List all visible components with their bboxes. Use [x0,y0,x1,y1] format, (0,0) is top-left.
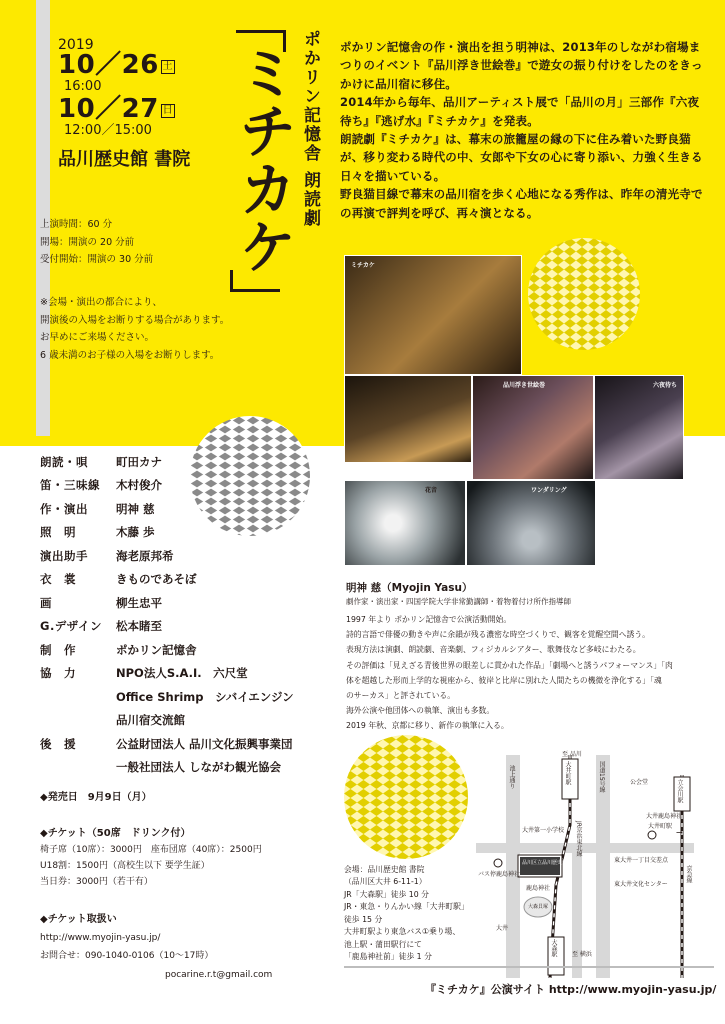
profile-line: 詩的言語で俳優の動きや声に余韻が残る濃密な時空づくりで、観客を覚醒空間へ誘う。 [346,630,650,640]
photo-label: 品川浮き世絵巻 [503,382,546,389]
credit-row: 演出助手 海老原邦希 [40,548,174,563]
credit-row: G.デザイン 松本睹至 [40,619,162,634]
access-info [344,864,469,964]
date-block [58,38,175,140]
description-para: 朗読劇『ミチカケ』は、幕末の旅籠屋の縁の下に住み着いた野良猫が、移り変わる時代の中、女郎や下女の心に寄り添い、力強く生きる日々を描いている。 [340,131,703,183]
event-year: 2019 [58,37,94,53]
photo-label: 花音 [424,487,437,494]
bracket-close [230,270,280,292]
performance-info [40,216,153,269]
photo-label: 六夜待ち [652,382,677,389]
subtitle-vertical: ポかリン記憶舎 朗読劇 [300,30,320,228]
map-label: 至 横浜 [572,951,592,958]
notice-line: ※会場・演出の都合により、 [40,297,162,308]
profile-line: 体を超越した形而上学的な視座から、彼岸と比岸に別れた人間たちの機微を浄化する」「魂 [346,675,662,685]
access-line: 「鹿島神社前」徒歩 1 分 [344,952,432,962]
notice-info [40,294,229,364]
profile-line: のサーカス」と評されている。 [346,691,455,701]
access-line: 会場：品川歴史館 書院 [344,865,425,874]
profile-subtitle: 劇作家・演出家・四国学院大学非常勤講師・着物着付け所作指導師 [346,597,571,606]
map-label: 大井町駅 [564,761,571,785]
map-label: 東大井文化センター [614,881,668,888]
credit-row: 朗読・唄 町田カナ [40,454,162,469]
ticket-line: 椅子席（10席）：3000円 座布団席（40席）：2500円 [40,845,262,855]
photo-michikake-2 [344,375,472,463]
event-time-1: 16:00 [64,79,102,94]
profile-text [346,612,714,734]
map-label: バス停鹿島神社 [478,871,521,878]
handling-url[interactable]: http://www.myojin-yasu.jp/ [40,933,161,943]
credit-row: 一般社団法人 しながわ観光協会 [116,760,282,775]
access-line: （品川区大井 6-11-1） [344,877,427,887]
credit-row: 照 明 木藤 歩 [40,525,155,540]
map-label: 立会川駅 [676,779,683,803]
map-label: 大井第一小学校 [522,827,565,834]
map-label: 京急線 [685,865,692,883]
access-line: JR「大森駅」徒歩 10 分 [344,889,429,899]
description-para: 2014年から毎年、品川アーティスト展で「品川の月」三部作『六夜待ち』『逃げ水』『ミチカケ』を発表。 [340,95,700,128]
profile-line: その評価は「見えざる青後世界の眼差しに貫かれた作品」「劇場へと誘うパフォーマンス」「肉 [346,660,673,670]
map-label: 大森駅 [550,939,557,957]
photo-label: ワンダリング [531,487,567,494]
ticket-prices [40,842,262,891]
map-label: 至 品川 [562,751,582,758]
day-badge-1: 土 [162,61,174,72]
info-line: 開場：開演の 20 分前 [40,236,135,248]
description-para: 野良猫目線で幕末の品川宿を歩く心地になる秀作は、昨年の清光寺での再演で評判を呼び、再々演となる。 [340,187,703,220]
photo-rokuyamachi [594,375,684,480]
event-time-2: 12:00／15:00 [64,123,152,138]
access-line: 池上駅・蒲田駅行にて [344,939,422,949]
map-label: 公会堂 [630,779,649,786]
photo-wandering [466,480,596,566]
day-badge-2: 日 [162,105,174,116]
release-date: ◆発売日 9月9日（月） [40,792,152,803]
notice-line: 開演後の入場をお断りする場合があります。 [40,314,230,326]
credit-row: 協 力 NPO法人S.A.I. 六尺堂 [40,666,248,681]
map-label: 大井 [496,925,509,932]
event-date-1: 10／26 土 [58,50,174,80]
photo-shinagawa-ukiyoemaki [472,375,594,480]
notice-line: 6 歳未満のお子様の入場をお断りします。 [40,349,220,361]
map-label: 池上通り [508,765,515,789]
credits-list [40,450,294,779]
yellow-lattice-circle-bottom [344,735,468,859]
credit-row: 制 作 ポかリン記憶舎 [40,642,197,657]
handling-email[interactable]: pocarine.r.t@gmail.com [165,969,273,980]
ticket-handling-heading: ◆チケット取扱い [40,914,117,925]
credit-row: 作・演出 明神 慈 [40,501,155,516]
notice-line: お早めにご来場ください。 [40,332,155,344]
access-line: JR・東急・りんかい線「大井町駅」 [344,902,469,912]
credit-row: 衣 裳 きものであそぼ [40,572,197,587]
footer-site-link[interactable]: 『ミチカケ』公演サイト http://www.myojin-yasu.jp/ [425,983,717,996]
info-line: 上演時間：60 分 [40,219,113,230]
credit-row: 後 援 公益財団法人 品川文化振興事業団 [40,736,293,751]
photo-label: ミチカケ [351,262,375,269]
ticket-line: 当日券：3000円（若干有） [40,877,153,888]
profile-line: 海外公演や他団体への執筆、演出も多数。 [346,706,495,716]
map-label: 鹿島神社 [526,885,551,892]
profile-name: 明神 慈（Myojin Yasu） [346,582,473,594]
map-labels [476,751,694,978]
event-date-2: 10／27 日 [58,94,174,124]
arrow-icon: → [676,828,683,837]
credit-row: 画 柳生忠平 [40,595,162,610]
description-para: ポかリン記憶舎の作・演出を担う明神は、2013年のしながわ宿場まつりのイベント『品川浮き世絵巻』で遊女の振り付けをしたのをきっかけに品川宿に移住。 [340,40,703,91]
map-label: 国道15号線 [598,761,605,793]
photo-kanon [344,480,466,566]
map-label: 大井町駅 [648,823,673,830]
map-label: JR京浜東北線 [575,821,582,857]
profile-line: 1997 年より ポかリン記憶舎で公演活動開始。 [346,615,512,624]
credit-row: 笛・三味線 木村俊介 [40,478,162,493]
map-label: 大井鹿島神社 [646,813,683,820]
handling-phone: お問合せ：090-1040-0106（10～17時） [40,951,214,962]
map-label: 東大井一丁目交差点 [614,857,669,864]
credit-row: Office Shrimp シバイエンジン [116,689,294,704]
ticket-line: U18割：1500円（高校生以下 要学生証） [40,861,210,872]
access-line: 徒歩 15 分 [344,914,383,924]
description [340,38,708,222]
access-line: 大井町駅より東急バス①乗り場、 [344,927,461,937]
photo-michikake [344,255,522,375]
info-line: 受付開始：開演の 30 分前 [40,254,154,266]
ticket-heading: ◆チケット（50席 ドリンク付） [40,828,191,839]
profile-line: 表現方法は演劇、朗読劇、音楽劇、フィジカルシアター、歌舞伎など多岐にわたる。 [346,645,641,655]
map-label: 大森貝塚 [528,904,549,910]
profile-line: 2019 年秋、京都に移り、新作の執筆に入る。 [346,721,509,731]
credit-row: 品川宿交流館 [116,713,185,728]
venue-title: 品川歴史館 書院 [58,149,191,170]
map-label: 品川区立品川歴史館 [522,860,568,866]
footer-divider [344,966,714,968]
main-title: ミチカケ [229,43,297,275]
yellow-lattice-circle [528,238,640,350]
ticket-handling [40,929,272,984]
